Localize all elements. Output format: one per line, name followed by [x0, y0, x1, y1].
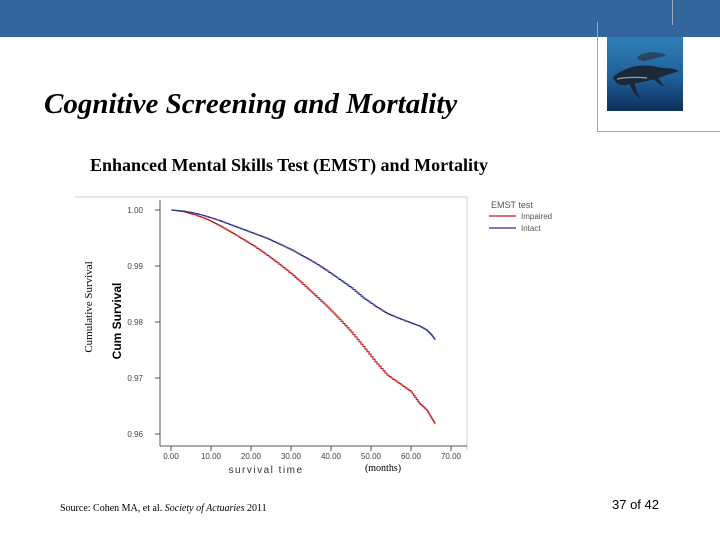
- x-tick-label: 20.00: [240, 452, 262, 461]
- x-tick-label: 0.00: [163, 452, 179, 461]
- y-tick-label: 0.98: [127, 318, 143, 327]
- source-citation: [60, 503, 267, 514]
- top-banner: [0, 0, 720, 37]
- x-tick-label: 30.00: [280, 452, 302, 461]
- x-tick-label: 50.00: [360, 452, 382, 461]
- source-prefix: Source: Cohen MA, et al.: [60, 503, 165, 514]
- slide-title: Cognitive Screening and Mortality: [44, 88, 458, 120]
- legend-label-impaired: Impaired: [521, 212, 553, 221]
- decorative-line: [597, 131, 720, 132]
- source-journal: Society of Actuaries: [164, 503, 245, 514]
- slide-number: 37 of 42: [612, 497, 659, 512]
- slide-subtitle: Enhanced Mental Skills Test (EMST) and Mortality: [90, 155, 489, 175]
- legend-label-intact: Intact: [521, 224, 541, 233]
- survival-chart: [75, 195, 553, 480]
- y-tick-label: 0.96: [127, 430, 143, 439]
- x-tick-label: 60.00: [400, 452, 422, 461]
- y-axis-label-outer: Cumulative Survival: [83, 261, 95, 353]
- source-year: 2011: [244, 503, 267, 514]
- y-tick-label: 0.99: [127, 262, 143, 271]
- series-line-intact: [171, 210, 435, 340]
- x-axis-unit: (months): [364, 463, 402, 474]
- decorative-line: [597, 22, 598, 132]
- y-tick-label: 0.97: [127, 374, 143, 383]
- decorative-line: [672, 0, 673, 25]
- x-tick-label: 40.00: [320, 452, 342, 461]
- x-tick-label: 70.00: [440, 452, 462, 461]
- whale-image: [607, 37, 683, 111]
- y-axis-label-inner: Cum Survival: [110, 282, 124, 360]
- x-tick-label: 10.00: [200, 452, 222, 461]
- y-tick-label: 1.00: [127, 206, 143, 215]
- x-axis-label: survival time: [228, 465, 304, 476]
- legend-title: EMST test: [491, 200, 533, 210]
